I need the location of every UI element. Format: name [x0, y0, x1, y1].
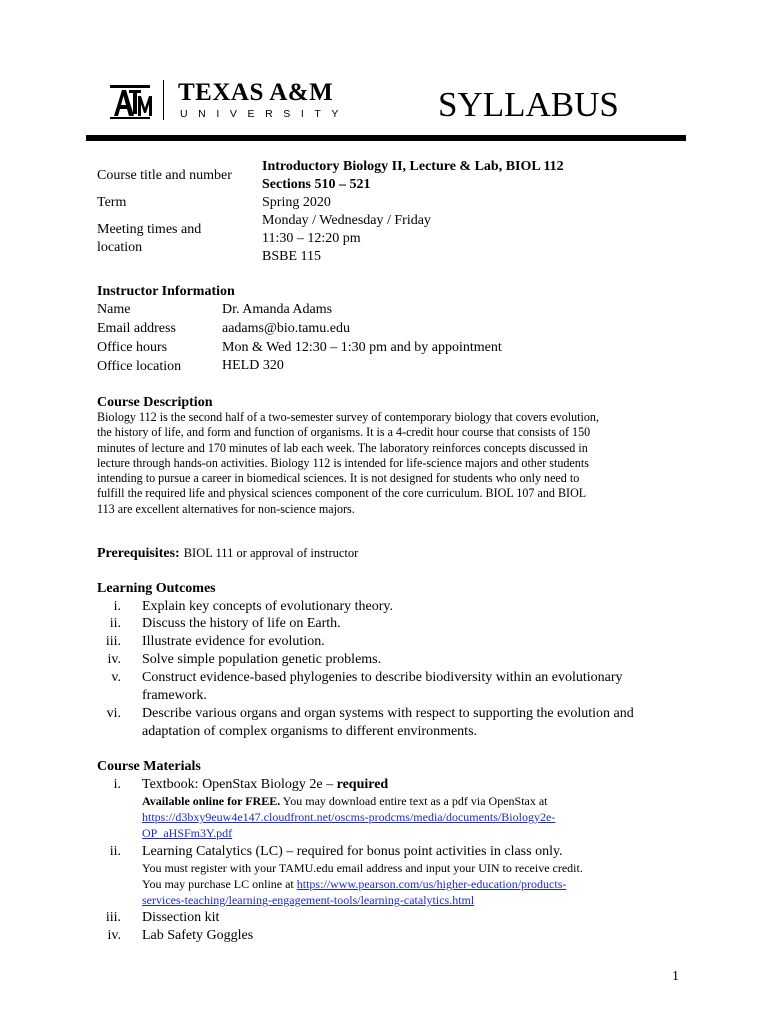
lc-link[interactable]: https://www.pearson.com/us/higher-education/products-: [296, 877, 567, 891]
instructor-name-label: Name: [97, 302, 131, 317]
header-rule: [86, 135, 686, 141]
instructor-location-value: HELD 320: [222, 358, 284, 373]
instructor-hours-value: Mon & Wed 12:30 – 1:30 pm and by appointment: [222, 340, 502, 355]
course-title-label: Course title and number: [97, 168, 232, 183]
materials-heading: Course Materials: [97, 759, 201, 774]
term-value: Spring 2020: [262, 195, 331, 210]
material-note-text: You may purchase LC online at: [142, 877, 297, 891]
meeting-location: BSBE 115: [262, 249, 321, 264]
outcome-number: vi.: [106, 706, 121, 721]
material-note-bold: Available online for FREE.: [142, 794, 281, 808]
prerequisites: [97, 544, 358, 562]
document-title: SYLLABUS: [438, 85, 619, 124]
material-required: required: [336, 777, 389, 792]
outcomes-heading: Learning Outcomes: [97, 581, 216, 596]
outcome-number: iv.: [107, 652, 121, 667]
material-note-text: You may download entire text as a pdf via OpenStax at: [280, 794, 548, 808]
material-note: You must register with your TAMU.edu email address and input your UIN to receive credit.: [142, 861, 583, 875]
outcome-text-continued: framework.: [142, 688, 207, 703]
material-text: Learning Catalytics (LC) – required for bonus point activities in class only.: [142, 844, 563, 859]
material-number: ii.: [109, 844, 121, 859]
outcome-number: iii.: [105, 634, 121, 649]
description-body: [97, 410, 599, 517]
outcome-number: v.: [111, 670, 121, 685]
description-line: lecture through hands-on activities. Biology 112 is intended for life-science majors and other students: [97, 455, 589, 470]
outcome-number: i.: [113, 599, 121, 614]
outcome-text-continued: adaptation of complex organisms to different environments.: [142, 724, 478, 739]
material-number: iv.: [107, 928, 121, 943]
prerequisites-value: BIOL 111 or approval of instructor: [183, 546, 359, 560]
instructor-heading: Instructor Information: [97, 284, 235, 299]
meeting-days: Monday / Wednesday / Friday: [262, 213, 431, 228]
meeting-label-line2: location: [97, 240, 143, 255]
instructor-name-value: Dr. Amanda Adams: [222, 302, 333, 317]
material-text: Textbook: OpenStax Biology 2e –: [142, 777, 337, 792]
outcome-text: Explain key concepts of evolutionary theory.: [142, 599, 394, 614]
description-line: minutes of lecture and 170 minutes of lab each week. The laboratory reinforces concepts discussed in: [97, 440, 588, 455]
university-subtitle: UNIVERSITY: [180, 108, 350, 120]
material-note: [142, 876, 566, 892]
prerequisites-label: Prerequisites:: [97, 546, 180, 561]
meeting-label-line1: Meeting times and: [97, 222, 202, 237]
outcome-text: Solve simple population genetic problems.: [142, 652, 382, 667]
tamu-logo-mark-icon: [108, 82, 152, 122]
outcome-text: Construct evidence-based phylogenies to describe biodiversity within an evolutionary: [142, 670, 623, 685]
outcome-text: Discuss the history of life on Earth.: [142, 616, 341, 631]
university-name: TEXAS A&M: [178, 79, 334, 106]
textbook-link-continued[interactable]: OP_aHSFm3Y.pdf: [142, 826, 233, 840]
material-text: Lab Safety Goggles: [142, 928, 254, 943]
term-label: Term: [97, 195, 127, 210]
course-sections-value: Sections 510 – 521: [262, 177, 371, 192]
description-line: intending to pursue a career in biomedical sciences. It is not designed for students who only need to: [97, 471, 580, 486]
instructor-hours-label: Office hours: [97, 340, 168, 355]
description-line: Biology 112 is the second half of a two-semester survey of contemporary biology that covers evolution,: [97, 410, 599, 424]
instructor-location-label: Office location: [97, 359, 182, 374]
lc-link-continued[interactable]: services-teaching/learning-engagement-tools/learning-catalytics.html: [142, 893, 475, 907]
description-line: the history of life, and form and function of organisms. It is a 4-credit hour course that consists of 150: [97, 425, 591, 440]
page-number: 1: [672, 969, 679, 984]
material-number: iii.: [105, 910, 121, 925]
textbook-link[interactable]: https://d3bxy9euw4e147.cloudfront.net/oscms-prodcms/media/documents/Biology2e-: [142, 810, 556, 824]
outcome-number: ii.: [109, 616, 121, 631]
material-note: [142, 793, 548, 809]
material-text: Dissection kit: [142, 910, 220, 925]
logo-divider: [163, 80, 164, 120]
meeting-time: 11:30 – 12:20 pm: [262, 231, 361, 246]
material-number: i.: [113, 777, 121, 792]
description-heading: Course Description: [97, 395, 213, 410]
description-line: 113 are excellent alternatives for non-science majors.: [97, 501, 355, 516]
outcome-text: Illustrate evidence for evolution.: [142, 634, 325, 649]
instructor-email-value[interactable]: aadams@bio.tamu.edu: [222, 321, 350, 336]
description-line: fulfill the required life and physical sciences component of the core curriculum. BIOL 107 and BIOL: [97, 486, 587, 501]
outcome-text: Describe various organs and organ systems with respect to supporting the evolution and: [142, 706, 634, 721]
instructor-email-label: Email address: [97, 321, 176, 336]
course-title-value: Introductory Biology II, Lecture & Lab, BIOL 112: [262, 159, 564, 174]
